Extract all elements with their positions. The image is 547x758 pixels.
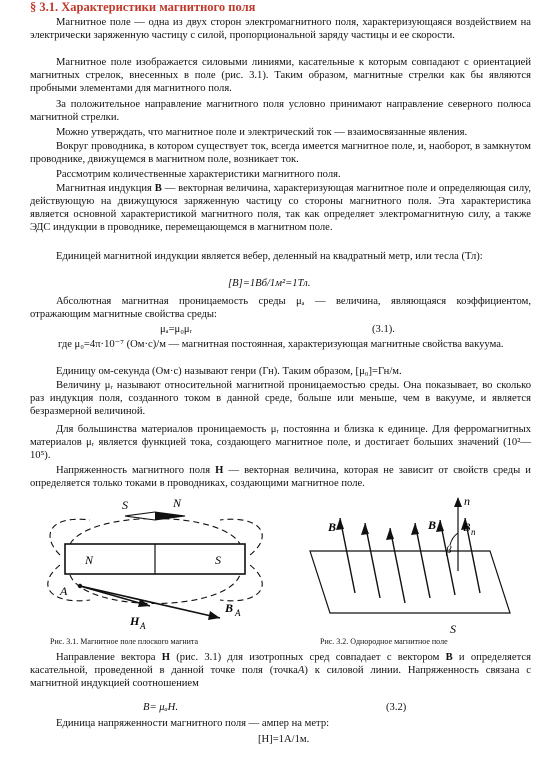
p15-mid: (рис. 3.1) для изотропных сред совпадает с вектором: [176, 652, 440, 663]
label-A: A: [60, 584, 68, 598]
equation-unit-B: [B]=1Вб/1м²=1Тл.: [228, 278, 311, 289]
label-B-left: B: [328, 520, 337, 534]
label-BA-sub: A: [235, 608, 241, 618]
p14-body: — векторная величина, которая не зависит от свойств среды и определяется только токами в проводниках, создающими магнитное поле.: [30, 465, 531, 489]
equation-3-2-number: (3.2): [386, 702, 407, 713]
compass-needle-north: [155, 512, 185, 520]
bar-pole-S: S: [215, 553, 221, 567]
paragraph-5: Вокруг проводника, в котором существует ток, всегда имеется магнитное поле, и, наоборот, в замкнутом проводнике, движущемся в магнитном поле, возникает ток.: [30, 141, 531, 165]
normal-arrowhead: [454, 497, 462, 507]
paragraph-3: За положительное направление магнитного поля условно принимают направление северного полюса магнитной стрелки.: [30, 99, 531, 123]
p7-body: — векторная величина, характеризующая магнитное поле и определяющая силу, действующую на движущуюся заряженную частицу со стороны магнитного поля. Эта характеристика является основной характеристикой магнитного поля, так как определяет электромагнитную силу, а также ЭДС индукции в проводнике, перемещающемся в магнитном поле.: [30, 183, 531, 233]
p7-lead: Магнитная индукция: [56, 183, 152, 194]
p14-lead: Напряженность магнитного поля: [56, 465, 211, 476]
paragraph-4: Можно утверждать, что магнитное поле и электрический ток — взаимосвязанные явления.: [56, 127, 468, 138]
equation-3-1: μₐ=μ₀μᵣ: [160, 324, 193, 335]
field-lines: [340, 518, 480, 603]
symbol-H-2: H: [161, 652, 170, 663]
p15-lead: Направление вектора: [56, 652, 156, 663]
label-BA: B: [225, 601, 234, 615]
equation-3-2: B= μₐH.: [143, 702, 178, 713]
symbol-B-2: B: [445, 652, 453, 663]
label-B-mid: B: [428, 518, 437, 532]
symbol-H: H: [215, 465, 224, 476]
paragraph-10: где μ₀=4π·10⁻⁷ (Ом·с)/м — магнитная постоянная, характеризующая магнитные свойства вакуума.: [58, 339, 504, 350]
p15-end: ) к силовой линии. Напряженность связана с магнитной индукцией соотношением: [30, 665, 531, 689]
p15-mid2: и определяется касательной, проведенной в данной точке поля (точка: [30, 652, 531, 676]
paragraph-6: Рассмотрим количественные характеристики магнитного поля.: [56, 169, 341, 180]
paragraph-15: [30, 651, 531, 690]
label-n: n: [464, 494, 470, 508]
figure-3-1-bar-magnet: [30, 495, 280, 635]
equation-3-1-number: (3.1).: [372, 324, 395, 335]
label-HA-sub: A: [140, 621, 146, 631]
paragraph-8: Единицей магнитной индукции является вебер, деленный на квадратный метр, или тесла (Тл):: [56, 251, 483, 262]
label-Bn-sub: n: [471, 527, 476, 537]
figure-3-2-uniform-field: [300, 493, 517, 638]
symbol-A: A: [297, 665, 305, 676]
bar-pole-N: N: [85, 553, 94, 567]
paragraph-1: Магнитное поле — одна из двух сторон электромагнитного поля, характеризующаяся воздействием на электрически заряженную частицу с силой, пропорциональной заряду частицы и ее скорости.: [30, 17, 531, 41]
vector-BA-arrowhead: [208, 611, 220, 620]
paragraph-12: Величину μᵣ называют относительной магнитной проницаемостью среды. Она показывает, во сколько раз индукция поля, созданного током в данной среде, больше или меньше, чем в вакууме, и является безразмерной величиной.: [30, 380, 531, 417]
paragraph-2: Магнитное поле изображается силовыми линиями, касательные к которым совпадают с ориентацией магнитных стрелок, внесенных в поле (рис. 3.1). Таким образом, магнитные стрелки как бы являются пробными элементами для магнитного поля.: [30, 57, 531, 94]
paragraph-7: [30, 182, 531, 234]
field-arrowheads: [336, 518, 469, 540]
needle-pole-S: S: [122, 498, 128, 512]
label-S: S: [450, 622, 456, 636]
section-heading: § 3.1. Характеристики магнитного поля: [30, 0, 256, 14]
paragraph-11: Единицу ом-секунда (Ом·с) называют генри (Гн). Таким образом, [μ₀]=Гн/м.: [56, 366, 402, 377]
label-beta: β: [446, 544, 452, 556]
label-Bn: B: [463, 520, 471, 534]
paragraph-16: Единица напряженности магнитного поля — ампер на метр:: [56, 718, 330, 729]
figure-3-1-caption: Рис. 3.1. Магнитное поле плоского магнита: [50, 637, 199, 646]
paragraph-9: Абсолютная магнитная проницаемость среды μₐ — величина, являющаяся коэффициентом, отражающим магнитные свойства среды:: [30, 296, 531, 320]
figure-3-2-caption: Рис. 3.2. Однородное магнитное поле: [320, 637, 448, 646]
needle-pole-N: N: [173, 496, 182, 510]
surface-plane: [310, 551, 510, 613]
field-line-outer-top: [70, 519, 240, 545]
label-HA: H: [130, 614, 140, 628]
paragraph-14: [30, 464, 531, 490]
vector-BA: [80, 586, 220, 618]
symbol-B: B: [154, 183, 162, 194]
equation-unit-H: [H]=1А/1м.: [258, 734, 310, 745]
paragraph-13: Для большинства материалов проницаемость μᵣ постоянна и близка к единице. Для ферромагнитных материалов μᵣ является функцией тока, создающего магнитное поле, и достигает больших значений (10²— 10⁵).: [30, 424, 531, 461]
